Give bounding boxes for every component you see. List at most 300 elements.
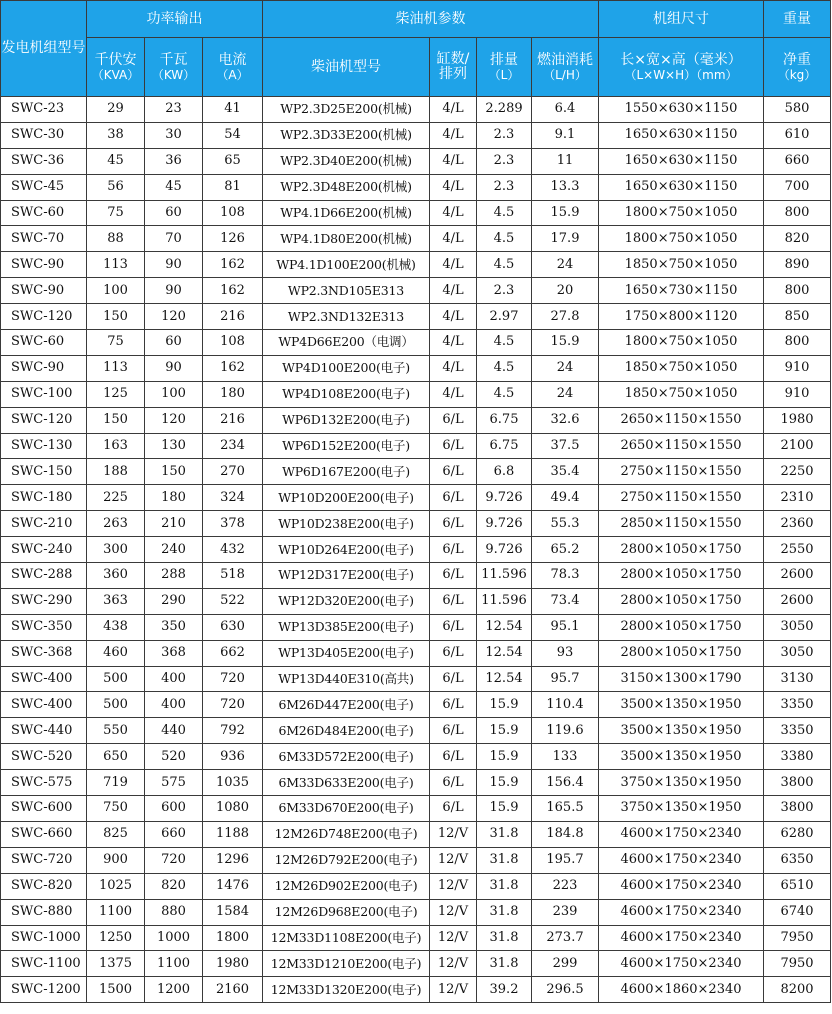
table-header [1, 1, 831, 97]
displacement-cell: 4.5 [477, 200, 532, 226]
kva-cell: 650 [87, 744, 145, 770]
kw-cell: 90 [145, 252, 203, 278]
current-cell: 108 [203, 200, 263, 226]
cylinders-cell: 6/L [430, 459, 477, 485]
model-cell: SWC-820 [1, 873, 87, 899]
table-row [1, 407, 831, 433]
kva-cell: 360 [87, 563, 145, 589]
fuel-cell: 165.5 [532, 796, 599, 822]
dims-cell: 4600×1860×2340 [599, 977, 764, 1003]
cylinders-cell: 12/V [430, 847, 477, 873]
fuel-cell: 95.1 [532, 614, 599, 640]
model-cell: SWC-240 [1, 537, 87, 563]
header-kw [145, 38, 203, 97]
table-row [1, 640, 831, 666]
kva-cell: 1100 [87, 899, 145, 925]
cylinders-cell: 6/L [430, 511, 477, 537]
cylinders-cell: 6/L [430, 796, 477, 822]
displacement-cell: 31.8 [477, 899, 532, 925]
table-row [1, 278, 831, 304]
kva-cell: 900 [87, 847, 145, 873]
table-row [1, 148, 831, 174]
displacement-cell: 2.3 [477, 122, 532, 148]
dims-cell: 4600×1750×2340 [599, 925, 764, 951]
kw-cell: 288 [145, 563, 203, 589]
cylinders-cell: 6/L [430, 640, 477, 666]
dims-cell: 1550×630×1150 [599, 97, 764, 123]
net-weight-cell: 2600 [764, 588, 831, 614]
net-weight-cell: 890 [764, 252, 831, 278]
fuel-cell: 17.9 [532, 226, 599, 252]
header-weight: 重量 [764, 1, 831, 38]
table-row [1, 666, 831, 692]
table-row [1, 304, 831, 330]
kva-cell: 1375 [87, 951, 145, 977]
table-row [1, 744, 831, 770]
displacement-cell: 4.5 [477, 252, 532, 278]
engine-model-cell: WP12D320E200(电子) [263, 588, 430, 614]
displacement-cell: 2.3 [477, 278, 532, 304]
model-cell: SWC-70 [1, 226, 87, 252]
net-weight-cell: 910 [764, 355, 831, 381]
current-cell: 518 [203, 563, 263, 589]
engine-model-cell: 12M26D748E200(电子) [263, 821, 430, 847]
net-weight-cell: 3050 [764, 614, 831, 640]
engine-model-cell: 6M33D633E200(电子) [263, 770, 430, 796]
displacement-cell: 15.9 [477, 692, 532, 718]
model-cell: SWC-1000 [1, 925, 87, 951]
engine-model-cell: WP13D405E200(电子) [263, 640, 430, 666]
net-weight-cell: 1980 [764, 407, 831, 433]
current-cell: 216 [203, 407, 263, 433]
engine-model-cell: WP10D264E200(电子) [263, 537, 430, 563]
current-cell: 162 [203, 355, 263, 381]
dims-cell: 2800×1050×1750 [599, 537, 764, 563]
displacement-cell: 31.8 [477, 925, 532, 951]
dims-cell: 3500×1350×1950 [599, 718, 764, 744]
fuel-cell: 296.5 [532, 977, 599, 1003]
engine-model-cell: WP12D317E200(电子) [263, 563, 430, 589]
cylinders-cell: 12/V [430, 977, 477, 1003]
net-weight-cell: 8200 [764, 977, 831, 1003]
table-row [1, 821, 831, 847]
engine-model-cell: 12M26D968E200(电子) [263, 899, 430, 925]
current-cell: 180 [203, 381, 263, 407]
fuel-cell: 78.3 [532, 563, 599, 589]
current-cell: 41 [203, 97, 263, 123]
current-cell: 1188 [203, 821, 263, 847]
dims-cell: 2750×1150×1550 [599, 459, 764, 485]
model-cell: SWC-90 [1, 278, 87, 304]
net-weight-cell: 6740 [764, 899, 831, 925]
table-row [1, 226, 831, 252]
fuel-cell: 15.9 [532, 200, 599, 226]
current-cell: 270 [203, 459, 263, 485]
fuel-cell: 24 [532, 355, 599, 381]
current-cell: 936 [203, 744, 263, 770]
kva-cell: 1250 [87, 925, 145, 951]
dims-cell: 2650×1150×1550 [599, 433, 764, 459]
model-cell: SWC-60 [1, 330, 87, 356]
net-weight-cell: 3380 [764, 744, 831, 770]
cylinders-cell: 4/L [430, 148, 477, 174]
kva-cell: 45 [87, 148, 145, 174]
kva-cell: 75 [87, 330, 145, 356]
dims-cell: 1750×800×1120 [599, 304, 764, 330]
cylinders-cell: 4/L [430, 355, 477, 381]
kva-cell: 438 [87, 614, 145, 640]
net-weight-cell: 6510 [764, 873, 831, 899]
kw-cell: 120 [145, 407, 203, 433]
model-cell: SWC-720 [1, 847, 87, 873]
kw-cell: 575 [145, 770, 203, 796]
dims-cell: 4600×1750×2340 [599, 951, 764, 977]
engine-model-cell: WP2.3D40E200(机械) [263, 148, 430, 174]
kva-cell: 263 [87, 511, 145, 537]
kw-cell: 1100 [145, 951, 203, 977]
current-cell: 378 [203, 511, 263, 537]
header-engine-model: 柴油机型号 [263, 38, 430, 97]
kw-cell: 1000 [145, 925, 203, 951]
current-cell: 54 [203, 122, 263, 148]
displacement-cell: 2.3 [477, 174, 532, 200]
net-weight-cell: 3800 [764, 796, 831, 822]
engine-model-cell: WP4D108E200(电子) [263, 381, 430, 407]
model-cell: SWC-368 [1, 640, 87, 666]
engine-model-cell: 12M33D1320E200(电子) [263, 977, 430, 1003]
dims-cell: 1850×750×1050 [599, 252, 764, 278]
kva-cell: 719 [87, 770, 145, 796]
kw-cell: 90 [145, 278, 203, 304]
fuel-cell: 9.1 [532, 122, 599, 148]
model-cell: SWC-880 [1, 899, 87, 925]
fuel-cell: 184.8 [532, 821, 599, 847]
header-displacement-label: 排量 [490, 51, 518, 68]
net-weight-cell: 800 [764, 330, 831, 356]
table-row [1, 97, 831, 123]
cylinders-cell: 12/V [430, 899, 477, 925]
model-cell: SWC-600 [1, 796, 87, 822]
fuel-cell: 20 [532, 278, 599, 304]
dims-cell: 2850×1150×1550 [599, 511, 764, 537]
net-weight-cell: 2310 [764, 485, 831, 511]
dims-cell: 2800×1050×1750 [599, 614, 764, 640]
displacement-cell: 12.54 [477, 666, 532, 692]
table-row [1, 796, 831, 822]
dims-cell: 1850×750×1050 [599, 381, 764, 407]
kw-cell: 45 [145, 174, 203, 200]
displacement-cell: 9.726 [477, 511, 532, 537]
current-cell: 108 [203, 330, 263, 356]
cylinders-cell: 6/L [430, 666, 477, 692]
cylinders-cell: 6/L [430, 718, 477, 744]
model-cell: SWC-350 [1, 614, 87, 640]
model-cell: SWC-660 [1, 821, 87, 847]
displacement-cell: 6.75 [477, 407, 532, 433]
net-weight-cell: 800 [764, 278, 831, 304]
kw-cell: 400 [145, 692, 203, 718]
engine-model-cell: 6M33D670E200(电子) [263, 796, 430, 822]
net-weight-cell: 2250 [764, 459, 831, 485]
header-diesel-params: 柴油机参数 [263, 1, 599, 38]
net-weight-cell: 660 [764, 148, 831, 174]
displacement-cell: 15.9 [477, 744, 532, 770]
fuel-cell: 195.7 [532, 847, 599, 873]
dims-cell: 2650×1150×1550 [599, 407, 764, 433]
kva-cell: 150 [87, 304, 145, 330]
net-weight-cell: 910 [764, 381, 831, 407]
kw-cell: 210 [145, 511, 203, 537]
displacement-cell: 4.5 [477, 330, 532, 356]
cylinders-cell: 6/L [430, 537, 477, 563]
fuel-cell: 32.6 [532, 407, 599, 433]
kw-cell: 120 [145, 304, 203, 330]
dims-cell: 1800×750×1050 [599, 330, 764, 356]
displacement-cell: 2.289 [477, 97, 532, 123]
net-weight-cell: 7950 [764, 951, 831, 977]
net-weight-cell: 7950 [764, 925, 831, 951]
model-cell: SWC-100 [1, 381, 87, 407]
kva-cell: 500 [87, 666, 145, 692]
net-weight-cell: 580 [764, 97, 831, 123]
dims-cell: 4600×1750×2340 [599, 873, 764, 899]
current-cell: 234 [203, 433, 263, 459]
kva-cell: 38 [87, 122, 145, 148]
kw-cell: 720 [145, 847, 203, 873]
table-row [1, 770, 831, 796]
net-weight-cell: 2100 [764, 433, 831, 459]
model-cell: SWC-120 [1, 407, 87, 433]
kva-cell: 88 [87, 226, 145, 252]
displacement-cell: 12.54 [477, 640, 532, 666]
engine-model-cell: 6M26D484E200(电子) [263, 718, 430, 744]
model-cell: SWC-120 [1, 304, 87, 330]
model-cell: SWC-520 [1, 744, 87, 770]
kw-cell: 400 [145, 666, 203, 692]
cylinders-cell: 12/V [430, 925, 477, 951]
dims-cell: 2750×1150×1550 [599, 485, 764, 511]
current-cell: 1035 [203, 770, 263, 796]
header-unit-size: 机组尺寸 [599, 1, 764, 38]
table-row [1, 951, 831, 977]
kva-cell: 113 [87, 355, 145, 381]
dims-cell: 1650×630×1150 [599, 174, 764, 200]
dims-cell: 1650×730×1150 [599, 278, 764, 304]
table-row [1, 614, 831, 640]
dims-cell: 3750×1350×1950 [599, 770, 764, 796]
kw-cell: 350 [145, 614, 203, 640]
dims-cell: 2800×1050×1750 [599, 640, 764, 666]
displacement-cell: 6.8 [477, 459, 532, 485]
table-row [1, 122, 831, 148]
dims-cell: 1650×630×1150 [599, 122, 764, 148]
net-weight-cell: 6280 [764, 821, 831, 847]
displacement-cell: 4.5 [477, 381, 532, 407]
net-weight-cell: 700 [764, 174, 831, 200]
displacement-cell: 11.596 [477, 563, 532, 589]
displacement-cell: 15.9 [477, 718, 532, 744]
kw-cell: 70 [145, 226, 203, 252]
fuel-cell: 156.4 [532, 770, 599, 796]
header-cylinders: 缸数/排列 [430, 38, 477, 97]
kva-cell: 750 [87, 796, 145, 822]
model-cell: SWC-45 [1, 174, 87, 200]
kw-cell: 60 [145, 200, 203, 226]
kw-cell: 100 [145, 381, 203, 407]
fuel-cell: 273.7 [532, 925, 599, 951]
kva-cell: 150 [87, 407, 145, 433]
header-kw-unit: （KW） [151, 67, 196, 82]
table-row [1, 692, 831, 718]
header-kw-label: 千瓦 [159, 51, 188, 68]
table-body [1, 97, 831, 1003]
cylinders-cell: 4/L [430, 226, 477, 252]
table-row [1, 381, 831, 407]
table-row [1, 511, 831, 537]
cylinders-cell: 6/L [430, 614, 477, 640]
engine-model-cell: WP4D66E200（电调） [263, 330, 430, 356]
current-cell: 324 [203, 485, 263, 511]
kw-cell: 36 [145, 148, 203, 174]
kw-cell: 368 [145, 640, 203, 666]
model-cell: SWC-290 [1, 588, 87, 614]
model-cell: SWC-130 [1, 433, 87, 459]
cylinders-cell: 6/L [430, 485, 477, 511]
dims-cell: 1800×750×1050 [599, 200, 764, 226]
displacement-cell: 6.75 [477, 433, 532, 459]
displacement-cell: 4.5 [477, 355, 532, 381]
dims-cell: 1800×750×1050 [599, 226, 764, 252]
displacement-cell: 31.8 [477, 847, 532, 873]
table-row [1, 355, 831, 381]
fuel-cell: 73.4 [532, 588, 599, 614]
dims-cell: 4600×1750×2340 [599, 847, 764, 873]
engine-model-cell: WP2.3D48E200(机械) [263, 174, 430, 200]
dims-cell: 3500×1350×1950 [599, 744, 764, 770]
engine-model-cell: WP6D132E200(电子) [263, 407, 430, 433]
dims-cell: 3750×1350×1950 [599, 796, 764, 822]
fuel-cell: 27.8 [532, 304, 599, 330]
displacement-cell: 31.8 [477, 873, 532, 899]
header-net-weight-unit: （kg） [777, 67, 817, 82]
model-cell: SWC-90 [1, 355, 87, 381]
kva-cell: 225 [87, 485, 145, 511]
displacement-cell: 9.726 [477, 537, 532, 563]
engine-model-cell: 6M33D572E200(电子) [263, 744, 430, 770]
kva-cell: 1025 [87, 873, 145, 899]
table-row [1, 537, 831, 563]
displacement-cell: 15.9 [477, 770, 532, 796]
model-cell: SWC-150 [1, 459, 87, 485]
model-cell: SWC-400 [1, 666, 87, 692]
net-weight-cell: 3800 [764, 770, 831, 796]
kw-cell: 600 [145, 796, 203, 822]
kw-cell: 880 [145, 899, 203, 925]
dims-cell: 1850×750×1050 [599, 355, 764, 381]
fuel-cell: 35.4 [532, 459, 599, 485]
net-weight-cell: 850 [764, 304, 831, 330]
kva-cell: 1500 [87, 977, 145, 1003]
current-cell: 1980 [203, 951, 263, 977]
kva-cell: 550 [87, 718, 145, 744]
net-weight-cell: 3050 [764, 640, 831, 666]
current-cell: 81 [203, 174, 263, 200]
table-row [1, 252, 831, 278]
fuel-cell: 11 [532, 148, 599, 174]
cylinders-cell: 6/L [430, 770, 477, 796]
fuel-cell: 133 [532, 744, 599, 770]
cylinders-cell: 4/L [430, 304, 477, 330]
kva-cell: 300 [87, 537, 145, 563]
kva-cell: 500 [87, 692, 145, 718]
engine-model-cell: WP4.1D80E200(机械) [263, 226, 430, 252]
dims-cell: 4600×1750×2340 [599, 821, 764, 847]
table-row [1, 174, 831, 200]
engine-model-cell: WP6D152E200(电子) [263, 433, 430, 459]
fuel-cell: 119.6 [532, 718, 599, 744]
model-cell: SWC-1200 [1, 977, 87, 1003]
table-row [1, 925, 831, 951]
displacement-cell: 39.2 [477, 977, 532, 1003]
model-cell: SWC-60 [1, 200, 87, 226]
kw-cell: 1200 [145, 977, 203, 1003]
kva-cell: 56 [87, 174, 145, 200]
header-net-weight-label: 净重 [783, 51, 811, 68]
kw-cell: 820 [145, 873, 203, 899]
table-row [1, 485, 831, 511]
dims-cell: 2800×1050×1750 [599, 563, 764, 589]
engine-model-cell: WP10D238E200(电子) [263, 511, 430, 537]
header-dims-label: 长×宽×高（毫米） [620, 51, 742, 68]
fuel-cell: 15.9 [532, 330, 599, 356]
fuel-cell: 239 [532, 899, 599, 925]
kva-cell: 100 [87, 278, 145, 304]
displacement-cell: 15.9 [477, 796, 532, 822]
model-cell: SWC-90 [1, 252, 87, 278]
current-cell: 162 [203, 278, 263, 304]
model-cell: SWC-1100 [1, 951, 87, 977]
net-weight-cell: 6350 [764, 847, 831, 873]
engine-model-cell: WP2.3D25E200(机械) [263, 97, 430, 123]
fuel-cell: 24 [532, 381, 599, 407]
current-cell: 792 [203, 718, 263, 744]
net-weight-cell: 800 [764, 200, 831, 226]
dims-cell: 1650×630×1150 [599, 148, 764, 174]
cylinders-cell: 4/L [430, 381, 477, 407]
dims-cell: 3150×1300×1790 [599, 666, 764, 692]
engine-model-cell: WP4D100E200(电子) [263, 355, 430, 381]
fuel-cell: 13.3 [532, 174, 599, 200]
current-cell: 1584 [203, 899, 263, 925]
fuel-cell: 110.4 [532, 692, 599, 718]
current-cell: 662 [203, 640, 263, 666]
net-weight-cell: 2550 [764, 537, 831, 563]
cylinders-cell: 4/L [430, 174, 477, 200]
header-fuel-unit: （L/H） [543, 67, 587, 82]
kva-cell: 75 [87, 200, 145, 226]
table-row [1, 718, 831, 744]
dims-cell: 3500×1350×1950 [599, 692, 764, 718]
net-weight-cell: 3130 [764, 666, 831, 692]
fuel-cell: 93 [532, 640, 599, 666]
header-current-label: 电流 [218, 51, 247, 68]
fuel-cell: 24 [532, 252, 599, 278]
header-fuel-label: 燃油消耗 [537, 51, 593, 68]
header-kva-unit: （KVA） [91, 67, 140, 82]
engine-model-cell: WP6D167E200(电子) [263, 459, 430, 485]
net-weight-cell: 2360 [764, 511, 831, 537]
kva-cell: 29 [87, 97, 145, 123]
